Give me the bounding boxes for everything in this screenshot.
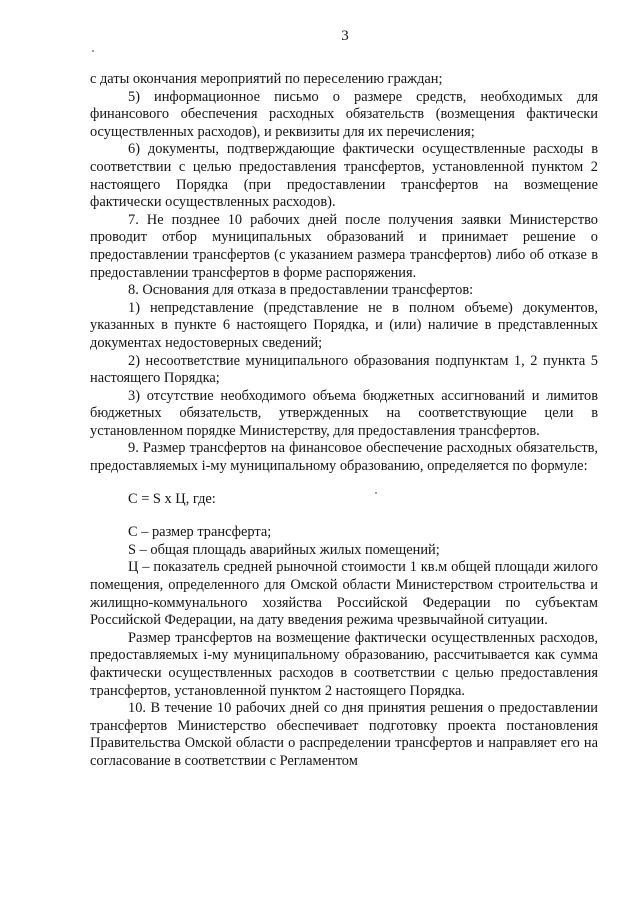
paragraph-clause-10: 10. В течение 10 рабочих дней со дня принятия решения о предоставлении трансфертов Министерство обеспечивает подготовку проекта постановления Правительства Омской области о распределении трансфертов и направляет его на согласование в соответствии с Регламентом: [90, 700, 598, 769]
paragraph-refusal-1: 1) непредставление (представление не в полном объеме) документов, указанных в пункте 6 настоящего Порядка, и (или) наличие в представленных документах недостоверных сведений;: [90, 299, 598, 351]
paragraph-item-5: 5) информационное письмо о размере средств, необходимых для финансового обеспечения расходных обязательств (возмещения фактически осуществленных расходов), и реквизиты для их перечисления;: [90, 88, 598, 140]
formula-definition-ts: Ц – показатель средней рыночной стоимости 1 кв.м общей площади жилого помещения, определенного для Омской области Министерством строительства и жилищно-коммунального хозяйства Российской Федерации по субъектам Российской Федерации, на дату введения режима чрезвычайной ситуации.: [90, 559, 598, 629]
paragraph-refusal-3: 3) отсутствие необходимого объема бюджетных ассигнований и лимитов бюджетных обязательств, утвержденных на соответствующие цели в установленном порядке Министерству, для предоставления трансфертов.: [90, 387, 598, 439]
paragraph-reimbursement: Размер трансфертов на возмещение фактически осуществленных расходов, предоставляемых i-му муниципальному образованию, рассчитывается как сумма фактически осуществленных расходов в соответствии с целью предоставления трансфертов, установленной пунктом 2 настоящего Порядка.: [90, 629, 598, 699]
paragraph-refusal-2: 2) несоответствие муниципального образования подпунктам 1, 2 пункта 5 настоящего Порядка;: [90, 352, 598, 387]
scan-speck: [92, 50, 94, 52]
paragraph-item-6: 6) документы, подтверждающие фактически осуществленные расходы в соответствии с целью предоставления трансфертов, установленной пунктом 2 настоящего Порядка (при предоставлении трансфертов на возмещение фактически осуществленных расходов).: [90, 141, 598, 211]
paragraph-continuation: с даты окончания мероприятий по переселению граждан;: [90, 71, 443, 87]
page-number: 3: [341, 28, 349, 44]
formula-definition-c: С – размер трансферта;: [128, 524, 272, 541]
formula-definition-s: S – общая площадь аварийных жилых помещений;: [128, 541, 440, 558]
document-body: [90, 71, 598, 771]
paragraph-clause-7: 7. Не позднее 10 рабочих дней после получения заявки Министерство проводит отбор муниципальных образований и принимает решение о предоставлении трансфертов (с указанием размера трансфертов) либо об отказе в предоставлении трансфертов в форме распоряжения.: [90, 211, 598, 281]
paragraph-clause-8: 8. Основания для отказа в предоставлении трансфертов:: [128, 282, 474, 299]
formula: С = S х Ц, где:: [128, 490, 216, 507]
paragraph-clause-9: 9. Размер трансфертов на финансовое обеспечение расходных обязательств, предоставляемых i-му муниципальному образованию, определяется по формуле:: [90, 440, 598, 475]
